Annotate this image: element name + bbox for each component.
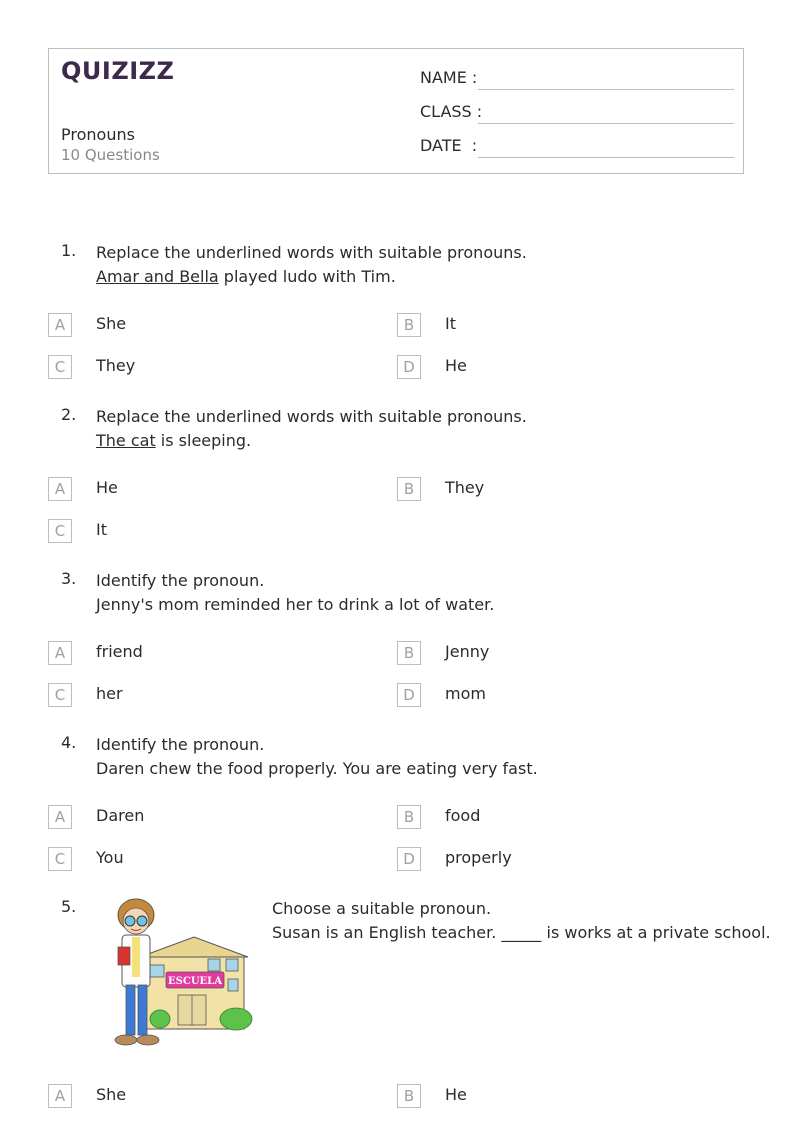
- option-letter-box: B: [397, 805, 421, 829]
- date-line[interactable]: [478, 157, 734, 158]
- option-text: You: [96, 848, 124, 867]
- option-text: properly: [445, 848, 512, 867]
- question-sentence: Daren chew the food properly. You are eating very fast.: [96, 759, 538, 778]
- question-number: 1.: [61, 241, 77, 260]
- option-text: It: [445, 314, 456, 333]
- option-letter-box: C: [48, 683, 72, 707]
- question-text: [96, 241, 527, 289]
- option-letter-box: A: [48, 641, 72, 665]
- option-letter-box: D: [397, 355, 421, 379]
- date-label: DATE :: [420, 136, 478, 155]
- class-line[interactable]: [478, 123, 734, 124]
- question-number: 3.: [61, 569, 77, 588]
- option-text: It: [96, 520, 107, 539]
- question-prompt: Replace the underlined words with suitable pronouns.: [96, 407, 527, 426]
- question-prompt: Identify the pronoun.: [96, 571, 265, 590]
- option-text: He: [445, 1085, 467, 1104]
- quizizz-logo: QUIZIZZ: [61, 57, 175, 85]
- option-text: They: [445, 478, 485, 497]
- teacher-school-illustration: [104, 897, 254, 1057]
- question-text: [272, 897, 771, 945]
- option-letter-box: B: [397, 641, 421, 665]
- question-prompt: Choose a suitable pronoun.: [272, 899, 492, 918]
- underlined-words: The cat: [96, 431, 156, 450]
- question-number: 2.: [61, 405, 77, 424]
- question-text: [96, 569, 494, 617]
- question-number: 5.: [61, 897, 77, 916]
- option-text: mom: [445, 684, 486, 703]
- question-count: 10 Questions: [61, 146, 160, 164]
- option-letter-box: C: [48, 847, 72, 871]
- option-letter-box: B: [397, 477, 421, 501]
- option-text: She: [96, 314, 127, 333]
- option-letter-box: C: [48, 519, 72, 543]
- question-sentence: [96, 429, 527, 453]
- option-letter-box: D: [397, 847, 421, 871]
- question-text: [96, 405, 527, 453]
- option-text: They: [96, 356, 136, 375]
- option-letter-box: B: [397, 1084, 421, 1108]
- option-letter-box: D: [397, 683, 421, 707]
- escuela-sign: ESCUELA: [168, 976, 222, 987]
- option-letter-box: C: [48, 355, 72, 379]
- question-text: [96, 733, 538, 781]
- option-letter-box: A: [48, 1084, 72, 1108]
- worksheet-header: [48, 48, 744, 174]
- question-prompt: Identify the pronoun.: [96, 735, 265, 754]
- question-sentence: [96, 265, 527, 289]
- question-prompt: Replace the underlined words with suitable pronouns.: [96, 243, 527, 262]
- option-text: Daren: [96, 806, 145, 825]
- question-sentence: Susan is an English teacher. _____ is works at a private school.: [272, 923, 771, 942]
- option-text: food: [445, 806, 481, 825]
- name-line[interactable]: [478, 89, 734, 90]
- option-text: her: [96, 684, 123, 703]
- option-text: friend: [96, 642, 143, 661]
- option-letter-box: A: [48, 313, 72, 337]
- option-letter-box: A: [48, 805, 72, 829]
- class-label: CLASS :: [420, 102, 483, 121]
- option-text: He: [445, 356, 467, 375]
- option-text: Jenny: [445, 642, 490, 661]
- name-label: NAME :: [420, 68, 478, 87]
- underlined-words: Amar and Bella: [96, 267, 219, 286]
- option-text: She: [96, 1085, 127, 1104]
- option-letter-box: B: [397, 313, 421, 337]
- worksheet-title: Pronouns: [61, 125, 135, 144]
- question-number: 4.: [61, 733, 77, 752]
- sentence-rest: played ludo with Tim.: [218, 267, 396, 286]
- option-text: He: [96, 478, 118, 497]
- sentence-rest: is sleeping.: [155, 431, 252, 450]
- question-sentence: Jenny's mom reminded her to drink a lot of water.: [96, 595, 495, 614]
- option-letter-box: A: [48, 477, 72, 501]
